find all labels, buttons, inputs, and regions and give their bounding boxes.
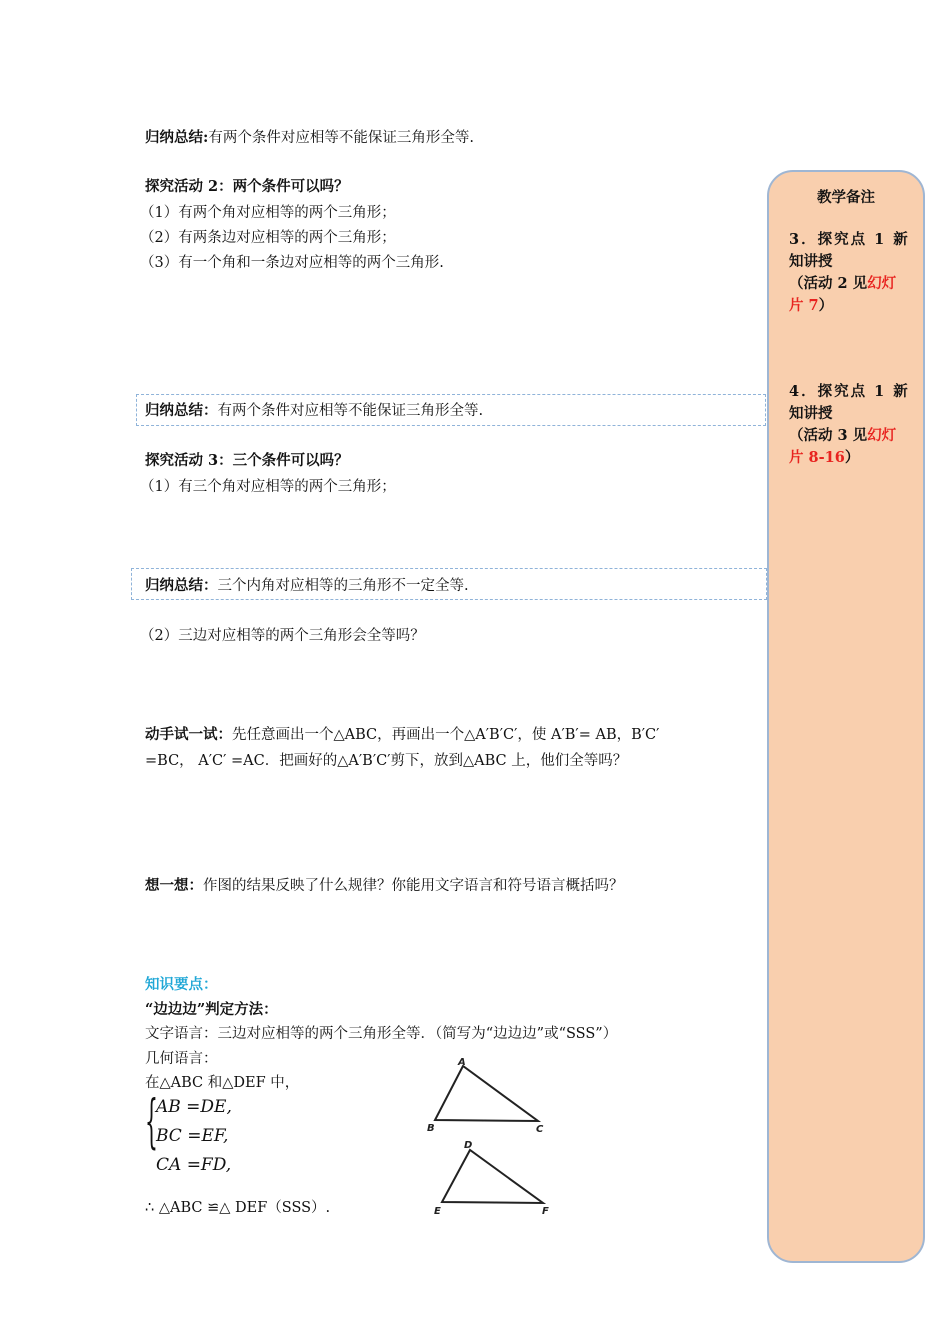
note-4-line-3 [789,426,896,446]
try-line-1 [145,725,659,745]
method-title [145,1000,278,1020]
activity-2-item-3: （3）有一个角和一条边对应相等的两个三角形. [140,255,444,271]
note-text: 知讲授 [789,253,833,270]
summary-label: 归纳总结: [145,129,209,146]
summary-text: 有两个条件对应相等不能保证三角形全等. [208,130,474,146]
label-d: D [464,1140,473,1151]
method-label: “边边边”判定方法： [145,1001,278,1018]
brace: { [145,1087,158,1155]
note-4-line-4 [789,448,859,468]
summary-text: 有两个条件对应相等不能保证三角形全等. [217,403,484,419]
activity-title: 探究活动 3：三个条件可以吗？ [145,452,349,469]
notes-title [769,188,923,208]
activity-3-title [145,451,349,471]
note-3-line-3 [789,274,896,294]
triangle-def [442,1150,543,1203]
note-text: 3．探究点 1 新 [789,231,910,248]
think [145,876,624,896]
activity-2-title [145,177,349,197]
note-text: 知讲授 [789,405,833,422]
try-text: 先任意画出一个△ABC，再画出一个△A′B′C′，使 A′B′= AB，B′C′ [232,727,660,743]
note-4-line-1 [789,382,910,402]
notes-title-text: 教学备注 [817,189,875,206]
note-text: ） [818,297,834,314]
equation-1: AB =DE, [156,1097,232,1117]
think-text: 作图的结果反映了什么规律？你能用文字语言和符号语言概括吗？ [203,878,624,894]
activity-2-item-2: （2）有两条边对应相等的两个三角形； [140,230,396,246]
summary-label: 归纳总结： [145,402,218,419]
note-slide-link: 片 8-16 [789,449,845,466]
note-text: ） [844,449,860,466]
triangles-figure [420,1052,560,1222]
note-3-line-1 [789,230,910,250]
knowledge-heading: 知识要点： [145,976,218,993]
equation-3: CA =FD, [156,1155,232,1175]
text-language: 文字语言：三边对应相等的两个三角形全等．（简写为“边边边”或“SSS”） [145,1026,618,1042]
activity-3-item-1: （1）有三个角对应相等的两个三角形； [140,479,396,495]
note-3-line-2 [789,252,833,272]
label-b: B [427,1123,435,1134]
note-3-line-4 [789,296,833,316]
think-label: 想一想： [145,877,203,894]
question-2: （2）三边对应相等的两个三角形会全等吗？ [140,628,425,644]
geometry-language: 几何语言： [145,1051,218,1067]
triangle-abc [435,1066,538,1121]
try-line-2: =BC， A′C′ =AC．把画好的△A′B′C′剪下，放到△ABC 上，他们全等吗？ [145,753,628,769]
label-f: F [542,1206,549,1217]
try-label: 动手试一试： [145,726,232,743]
summary-text: 三个内角对应相等的三角形不一定全等. [217,578,469,594]
label-e: E [434,1206,441,1217]
label-c: C [536,1124,544,1135]
note-text: （活动 2 见 [789,275,868,292]
note-text: （活动 3 见 [789,427,868,444]
activity-2-item-1: （1）有两个角对应相等的两个三角形； [140,205,396,221]
equation-2: BC =EF, [156,1126,229,1146]
note-slide-link: 幻灯 [867,427,897,444]
note-slide-link: 片 7 [789,297,819,314]
note-slide-link: 幻灯 [867,275,897,292]
activity-title: 探究活动 2：两个条件可以吗？ [145,178,349,195]
note-4-line-2 [789,404,833,424]
note-text: 4．探究点 1 新 [789,383,910,400]
summary-label: 归纳总结： [145,577,218,594]
summary-1 [145,128,474,148]
summary-3 [145,576,469,596]
label-a: A [458,1057,466,1068]
in-triangles: 在△ABC 和△DEF 中， [145,1075,300,1091]
teaching-notes-panel [767,170,925,1263]
conclusion: ∴ △ABC ≌△ DEF（SSS）. [145,1200,331,1216]
summary-2 [145,401,483,421]
